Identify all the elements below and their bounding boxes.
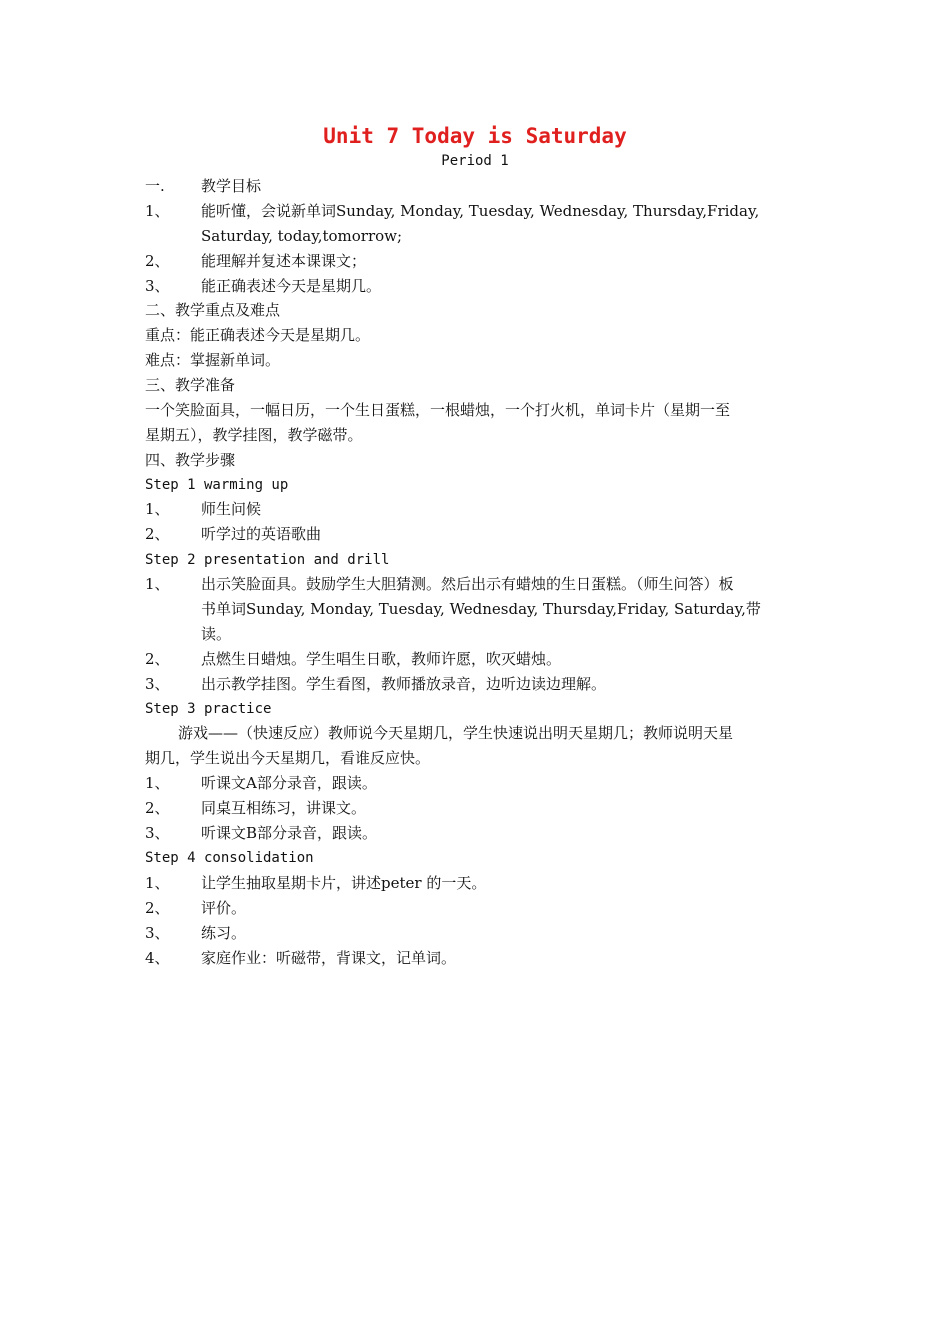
step3-item1-text: 听课文A部分录音，跟读。 — [201, 774, 377, 792]
step2-label: Step 2 presentation and drill — [145, 552, 390, 568]
goal3-text: 能正确表述今天是星期几。 — [201, 277, 382, 295]
game-description: 游戏——（快速反应）教师说今天星期几，学生快速说出明天星期几；教师说明天星 — [178, 724, 734, 742]
document-title: Unit 7 Today is Saturday — [323, 124, 627, 148]
step3-item3-text: 听课文B部分录音，跟读。 — [201, 824, 378, 842]
step4-item2-text: 评价。 — [201, 899, 247, 917]
step1-item2-text: 听学过的英语歌曲 — [201, 525, 322, 543]
step2-item3-number: 3、 — [145, 675, 170, 693]
section1-heading: 教学目标 — [201, 177, 262, 195]
step2-item1-text-cont: 书单词Sunday, Monday, Tuesday, Wednesday, Thursday,Friday, Saturday,带 — [201, 600, 761, 618]
step1-item1-text: 师生问候 — [201, 500, 262, 518]
section4-heading: 四、教学步骤 — [145, 451, 236, 469]
step2-item2-number: 2、 — [145, 650, 170, 668]
goal1-text: 能听懂，会说新单词Sunday, Monday, Tuesday, Wednesday, Thursday,Friday, — [201, 202, 760, 220]
goal1-number: 1、 — [145, 202, 170, 220]
key-point: 重点：能正确表述今天是星期几。 — [145, 326, 371, 344]
step4-item1-text: 让学生抽取星期卡片，讲述peter 的一天。 — [201, 874, 487, 892]
step1-item1-number: 1、 — [145, 500, 170, 518]
step2-item3-text: 出示教学挂图。学生看图，教师播放录音，边听边读边理解。 — [201, 675, 607, 693]
materials-line2: 星期五），教学挂图，教学磁带。 — [145, 426, 363, 444]
step4-item3-text: 练习。 — [201, 924, 247, 942]
step4-item2-number: 2、 — [145, 899, 170, 917]
period-label: Period 1 — [441, 153, 509, 169]
step2-item1-number: 1、 — [145, 575, 170, 593]
section3-heading: 三、教学准备 — [145, 376, 236, 394]
step2-item1-text: 出示笑脸面具。鼓励学生大胆猜测。然后出示有蜡烛的生日蛋糕。（师生问答）板 — [201, 575, 734, 593]
step4-item3-number: 3、 — [145, 924, 170, 942]
section1-number: 一. — [145, 177, 165, 195]
step4-label: Step 4 consolidation — [145, 850, 314, 866]
step4-item4-text: 家庭作业：听磁带，背课文，记单词。 — [201, 949, 457, 967]
step3-item2-text: 同桌互相练习，讲课文。 — [201, 799, 367, 817]
goal3-number: 3、 — [145, 277, 170, 295]
goal2-text: 能理解并复述本课课文； — [201, 252, 367, 270]
goal2-number: 2、 — [145, 252, 170, 270]
step3-label: Step 3 practice — [145, 701, 272, 717]
goal1-text-cont: Saturday, today,tomorrow; — [201, 227, 403, 245]
step4-item1-number: 1、 — [145, 874, 170, 892]
game-description-cont: 期几，学生说出今天星期几，看谁反应快。 — [145, 749, 431, 767]
materials-line1: 一个笑脸面具，一幅日历，一个生日蛋糕，一根蜡烛，一个打火机，单词卡片（星期一至 — [145, 401, 731, 419]
step1-item2-number: 2、 — [145, 525, 170, 543]
difficult-point: 难点：掌握新单词。 — [145, 351, 281, 369]
step3-item2-number: 2、 — [145, 799, 170, 817]
section2-heading: 二、教学重点及难点 — [145, 301, 281, 319]
step3-item3-number: 3、 — [145, 824, 170, 842]
step1-label: Step 1 warming up — [145, 477, 289, 493]
step4-item4-number: 4、 — [145, 949, 170, 967]
step2-item2-text: 点燃生日蜡烛。学生唱生日歌，教师许愿，吹灭蜡烛。 — [201, 650, 562, 668]
step2-item1-text-end: 读。 — [201, 625, 232, 643]
step3-item1-number: 1、 — [145, 774, 170, 792]
